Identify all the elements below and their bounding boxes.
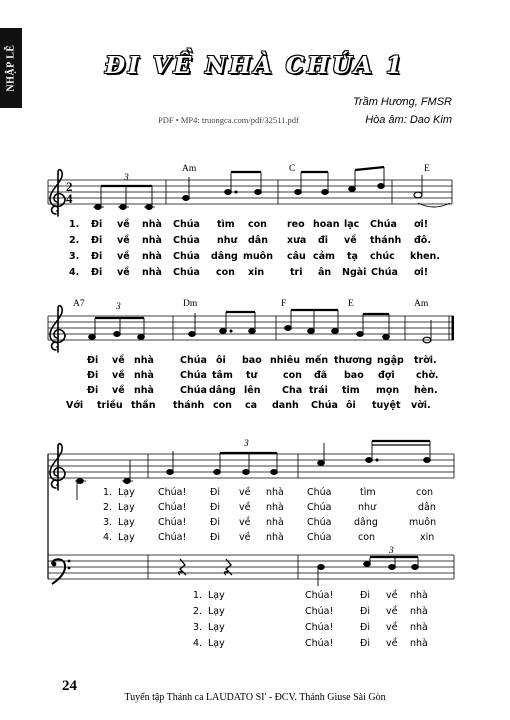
system-3-treble-lyrics	[103, 487, 436, 543]
lyric: tìm	[217, 219, 235, 230]
time-sig-bottom: 4	[66, 191, 73, 206]
lyric: nhà	[142, 235, 162, 246]
lyric: Chúa	[371, 267, 398, 278]
verse-row	[193, 590, 428, 601]
lyric: nhà	[134, 355, 154, 366]
lyric: Chúa!	[158, 487, 187, 498]
triplet-mark: 3	[124, 173, 129, 183]
lyric: con	[416, 487, 434, 498]
lyric: hoan	[313, 219, 340, 230]
lyric: Đi	[91, 235, 103, 246]
lyric: như	[217, 235, 238, 246]
lyric: hèn.	[414, 385, 438, 396]
system-3-bass-lyrics	[193, 590, 428, 649]
lyric: về	[117, 219, 130, 230]
lyric: Lạy	[118, 517, 135, 528]
lyric: tâm	[212, 370, 233, 381]
lyric: Đi	[87, 355, 99, 366]
lyric: con	[248, 219, 267, 230]
lyric: Đi	[87, 385, 99, 396]
lyric: Chúa!	[158, 532, 187, 543]
lyric: chờ.	[416, 370, 439, 381]
lyric: nhiêu	[270, 355, 300, 366]
lyric: ơi!	[414, 219, 429, 230]
lyric: ngập	[377, 355, 404, 366]
lyric: về	[239, 517, 251, 528]
lyric: tư	[246, 370, 258, 381]
lyric: Chúa!	[158, 502, 187, 513]
chord: A7	[73, 299, 85, 309]
lyric: vời.	[411, 400, 431, 411]
lyric: câu	[287, 251, 306, 262]
footer-text: Tuyển tập Thánh ca LAUDATO SI' - ĐCV. Thánh Giuse Sài Gòn	[124, 692, 386, 703]
lyric: 3.	[69, 251, 80, 262]
lyric: nhà	[266, 487, 284, 498]
lyric: mến	[305, 355, 329, 366]
lyric: bao	[344, 370, 364, 381]
lyric: về	[112, 370, 125, 381]
verse-row	[103, 517, 436, 528]
lyric: Với	[66, 400, 84, 411]
lyric: con	[216, 267, 235, 278]
lyric: trái	[309, 385, 328, 396]
lyric: dâng	[211, 251, 238, 262]
lyric: Đi	[360, 590, 371, 601]
lyric: dâng	[209, 385, 236, 396]
system-1	[48, 164, 452, 216]
source-link[interactable]: PDF • MP4: truongca.com/pdf/32511.pdf	[158, 115, 299, 125]
composer: Trầm Hương, FMSR	[353, 96, 452, 108]
lyric: nhà	[134, 385, 154, 396]
lyric: thương	[334, 355, 373, 366]
lyric: đợi	[378, 370, 395, 381]
lyric: Lạy	[118, 532, 135, 543]
lyric: Chúa	[173, 267, 200, 278]
lyric: ân	[318, 267, 332, 278]
lyric: lạc	[344, 219, 360, 230]
verse-row	[103, 487, 433, 498]
lyric: muôn	[409, 517, 437, 528]
lyric: chúc	[370, 251, 395, 262]
lyric: về	[117, 235, 130, 246]
lyric: Chúa!	[305, 606, 334, 617]
verse-row	[87, 370, 439, 381]
lyric: thần	[131, 400, 156, 411]
lyric: tìm	[360, 487, 376, 498]
page-number: 24	[62, 678, 77, 694]
lyric: Chúa	[180, 355, 207, 366]
lyric: 2.	[103, 502, 113, 513]
verse-row	[87, 355, 437, 366]
lyric: ơi!	[414, 267, 429, 278]
lyric: Đi	[210, 487, 221, 498]
lyric: nhà	[142, 219, 162, 230]
treble-clef	[50, 306, 65, 352]
lyric: nhà	[266, 502, 284, 513]
lyric: Chúa	[370, 219, 397, 230]
lyric: trời.	[414, 355, 437, 366]
lyric: đô.	[414, 235, 431, 246]
lyric: Chúa!	[158, 517, 187, 528]
chord: Am	[182, 164, 197, 174]
chord: C	[289, 164, 296, 174]
lyric: Đi	[210, 532, 221, 543]
lyric: nhà	[134, 370, 154, 381]
lyric: về	[112, 355, 125, 366]
lyric: về	[239, 532, 251, 543]
lyric: nhà	[410, 606, 428, 617]
lyric: Chúa	[307, 532, 332, 543]
lyric: Đi	[360, 622, 371, 633]
lyric: Đi	[360, 638, 371, 649]
lyric: reo	[287, 219, 305, 230]
lyric: tuyệt	[372, 400, 401, 411]
lyric: Chúa!	[305, 590, 334, 601]
section-tab-label: NHẬP LỄ	[5, 44, 17, 92]
lyric: Chúa	[173, 219, 200, 230]
treble-clef	[50, 444, 65, 490]
lyric: nhà	[266, 532, 284, 543]
chord: E	[424, 164, 430, 174]
lyric: 1.	[69, 219, 80, 230]
lyric: nhà	[410, 622, 428, 633]
lyric: Chúa!	[305, 622, 334, 633]
lyric: về	[386, 590, 398, 601]
verse-row	[103, 532, 434, 543]
lyric: Chúa	[311, 400, 338, 411]
lyric: tạ	[347, 251, 358, 262]
lyric: mọn	[376, 385, 400, 396]
lyric: khen.	[410, 251, 440, 262]
verse-row	[66, 400, 431, 411]
lyric: ca	[245, 400, 258, 411]
system-2-lyrics	[66, 355, 439, 411]
lyric: ôi	[346, 400, 356, 411]
lyric: xin	[420, 532, 435, 543]
lyric: Chúa!	[305, 638, 334, 649]
lyric: Đi	[91, 219, 103, 230]
lyric: dân	[248, 235, 268, 246]
lyric: về	[239, 487, 251, 498]
time-sig-top: 2	[66, 179, 73, 194]
lyric: 3.	[103, 517, 113, 528]
chord: F	[281, 299, 287, 309]
triplet-mark: 3	[244, 439, 249, 449]
verse-row	[69, 267, 428, 278]
lyric: con	[358, 532, 376, 543]
lyric: Lạy	[208, 622, 225, 633]
lyric: Cha	[282, 385, 303, 396]
lyric: tim	[342, 385, 360, 396]
lyric: 4.	[193, 638, 203, 649]
chord: Dm	[183, 299, 198, 309]
lyric: đi	[318, 235, 329, 246]
lyric: Ngài	[342, 267, 367, 278]
treble-clef	[50, 170, 65, 216]
lyric: Lạy	[118, 502, 135, 513]
verse-row	[69, 219, 428, 230]
lyric: 1.	[193, 590, 203, 601]
lyric: 1.	[103, 487, 113, 498]
verse-row	[69, 251, 440, 262]
lyric: nhà	[142, 267, 162, 278]
lyric: 4.	[69, 267, 80, 278]
lyric: Chúa	[173, 235, 200, 246]
lyric: Lạy	[208, 638, 225, 649]
triplet-mark: 3	[389, 546, 394, 556]
lyric: Đi	[210, 517, 221, 528]
lyric: Đi	[87, 370, 99, 381]
verse-row	[87, 385, 438, 396]
verse-row	[193, 622, 428, 633]
lyric: thánh	[173, 400, 205, 411]
lyric: 3.	[193, 622, 203, 633]
lyric: nhà	[410, 590, 428, 601]
verse-row	[69, 235, 431, 246]
lyric: về	[386, 638, 398, 649]
lyric: xưa	[287, 235, 307, 246]
lyric: về	[117, 267, 130, 278]
lyric: triều	[97, 400, 123, 411]
lyric: Chúa	[307, 517, 332, 528]
chord: E	[348, 299, 354, 309]
lyric: về	[239, 502, 251, 513]
lyric: về	[386, 606, 398, 617]
lyric: Đi	[91, 267, 103, 278]
lyric: Lạy	[118, 487, 135, 498]
lyric: dân	[418, 502, 436, 513]
lyric: Đi	[91, 251, 103, 262]
lyric: Chúa	[307, 487, 332, 498]
lyric: thánh	[370, 235, 402, 246]
lyric: Đi	[210, 502, 221, 513]
lyric: 2.	[193, 606, 203, 617]
verse-row	[193, 606, 428, 617]
lyric: xin	[248, 267, 265, 278]
lyric: nhà	[410, 638, 428, 649]
lyric: bao	[242, 355, 262, 366]
system-1-lyrics	[69, 219, 440, 278]
lyric: Lạy	[208, 606, 225, 617]
bass-clef	[52, 559, 71, 584]
lyric: Lạy	[208, 590, 225, 601]
lyric: Đi	[360, 606, 371, 617]
lyric: con	[283, 370, 302, 381]
lyric: ôi	[216, 355, 226, 366]
lyric: 4.	[103, 532, 113, 543]
lyric: về	[117, 251, 130, 262]
lyric: 2.	[69, 235, 80, 246]
lyric: nhà	[266, 517, 284, 528]
verse-row	[193, 638, 428, 649]
lyric: dâng	[354, 517, 378, 528]
verse-row	[103, 502, 436, 513]
chord: Am	[414, 299, 429, 309]
lyric: về	[344, 235, 357, 246]
lyric: đã	[314, 370, 328, 381]
lyric: Chúa	[307, 502, 332, 513]
system-2	[48, 299, 454, 352]
lyric: Chúa	[173, 251, 200, 262]
lyric: lên	[244, 385, 261, 396]
lyric: về	[386, 622, 398, 633]
lyric: nhà	[142, 251, 162, 262]
triplet-mark: 3	[116, 302, 121, 312]
song-title: ĐI VỀ NHÀ CHÚA 1	[104, 52, 406, 79]
lyric: Chúa	[180, 385, 207, 396]
lyric: muôn	[243, 251, 273, 262]
lyric: danh	[272, 400, 299, 411]
lyric: con	[213, 400, 232, 411]
lyric: Chúa	[180, 370, 207, 381]
lyric: cảm	[313, 251, 335, 262]
lyric: như	[358, 502, 377, 513]
lyric: về	[112, 385, 125, 396]
lyric: tri	[290, 267, 303, 278]
harmony-credit: Hòa âm: Dao Kim	[365, 114, 452, 126]
